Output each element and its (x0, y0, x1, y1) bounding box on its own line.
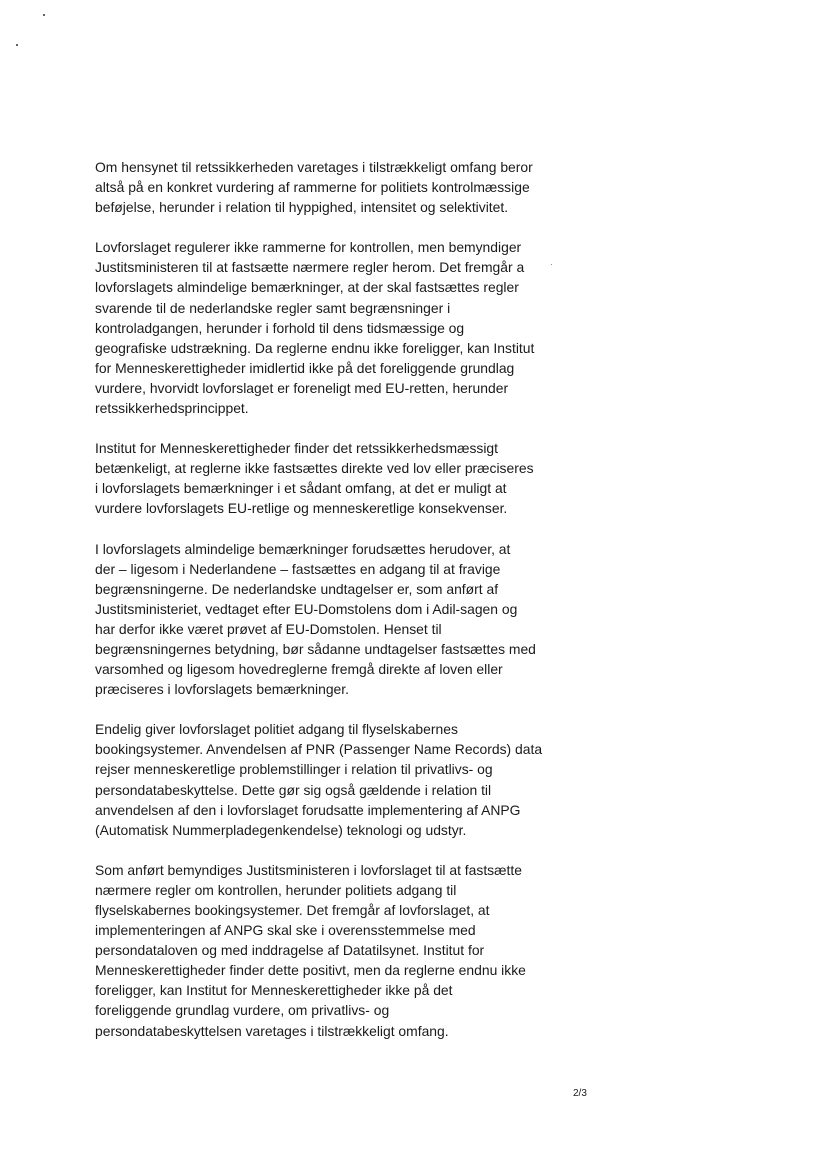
text-line: implementeringen af ANPG skal ske i overensstemmelse med (95, 922, 476, 939)
scan-speck (16, 44, 18, 46)
paragraph-persondata (95, 860, 575, 1041)
text-line: varsomhed og ligesom hovedreglerne fremgå direkte af loven eller (95, 661, 503, 678)
text-line: beføjelse, herunder i relation til hyppighed, intensitet og selektivitet. (95, 199, 509, 216)
text-line: foreliggende grundlag vurdere, om privatlivs- og (95, 1002, 390, 1019)
text-line: anvendelsen af den i lovforslaget forudsatte implementering af ANPG (95, 801, 521, 818)
document-body (95, 157, 575, 1061)
text-line: persondataloven og med inddragelse af Datatilsynet. Institut for (95, 942, 485, 959)
text-line: nærmere regler om kontrollen, herunder politiets adgang til (95, 881, 457, 898)
text-line: Lovforslaget regulerer ikke rammerne for kontrollen, men bemyndiger (95, 239, 522, 256)
text-line: geografiske udstrækning. Da reglerne endnu ikke foreligger, kan Institut (95, 339, 535, 356)
scan-speck (43, 14, 45, 16)
text-line: retssikkerhedsprincippet. (95, 400, 249, 417)
text-line: kontroladgangen, herunder i forhold til dens tidsmæssige og (95, 319, 465, 336)
text-line: foreligger, kan Institut for Menneskerettigheder ikke på det (95, 982, 453, 999)
text-line: bookingsystemer. Anvendelsen af PNR (Passenger Name Records) data (95, 741, 543, 758)
text-line: vurdere lovforslagets EU-retlige og menneskeretlige konsekvenser. (95, 500, 508, 517)
paragraph-retssikkerhed (95, 157, 575, 217)
text-line: begrænsningernes betydning, bør sådanne undtagelser fastsættes med (95, 640, 536, 657)
text-line: Justitsministeren til at fastsætte nærmere regler herom. Det fremgår a (95, 259, 525, 276)
text-line: betænkeligt, at reglerne ikke fastsættes direkte ved lov eller præciseres (95, 460, 534, 477)
text-line: (Automatisk Nummerpladegenkendelse) teknologi og udstyr. (95, 821, 467, 838)
text-line: altså på en konkret vurdering af rammerne for politiets kontrolmæssige (95, 179, 530, 196)
text-line: Justitsministeriet, vedtaget efter EU-Domstolens dom i Adil-sagen og (95, 600, 518, 617)
text-line: Som anført bemyndiges Justitsministeren i lovforslaget til at fastsætte (95, 861, 522, 878)
text-line: for Menneskerettigheder imidlertid ikke på det foreliggende grundlag (95, 359, 515, 376)
text-line: præciseres i lovforslagets bemærkninger. (95, 681, 349, 698)
paragraph-bemyndigelse (95, 237, 575, 418)
text-line: begrænsningerne. De nederlandske undtagelser er, som anført af (95, 580, 499, 597)
text-line: persondatabeskyttelse. Dette gør sig også gældende i relation til (95, 781, 492, 798)
page-number: 2/3 (573, 1088, 587, 1099)
paragraph-undtagelser (95, 539, 575, 700)
text-line: Institut for Menneskerettigheder finder det retssikkerhedsmæssigt (95, 440, 499, 457)
text-line: Endelig giver lovforslaget politiet adgang til flyselskabernes (95, 721, 458, 738)
text-line: der – ligesom i Nederlandene – fastsættes en adgang til at fravige (95, 560, 501, 577)
text-line: flyselskabernes bookingsystemer. Det fremgår af lovforslaget, at (95, 902, 490, 918)
text-line: har derfor ikke været prøvet af EU-Domstolen. Henset til (95, 620, 442, 637)
text-line: Menneskerettigheder finder dette positivt, men da reglerne endnu ikke (95, 962, 526, 979)
paragraph-betaenkeligt (95, 438, 575, 518)
text-line: I lovforslagets almindelige bemærkninger forudsættes herudover, at (95, 540, 511, 557)
text-line: rejser menneskeretlige problemstillinger i relation til privatlivs- og (95, 761, 493, 778)
text-line: persondatabeskyttelsen varetages i tilstrækkeligt omfang. (95, 1022, 449, 1039)
text-line: Om hensynet til retssikkerheden varetages i tilstrækkeligt omfang beror (95, 159, 533, 175)
text-line: svarende til de nederlandske regler samt begrænsninger i (95, 299, 451, 316)
text-line: i lovforslagets bemærkninger i et sådant omfang, at det er muligt at (95, 480, 507, 497)
text-line: lovforslagets almindelige bemærkninger, at der skal fastsættes regler (95, 279, 519, 296)
text-line: vurdere, hvorvidt lovforslaget er foreneligt med EU-retten, herunder (95, 379, 509, 396)
paragraph-pnr-anpg (95, 719, 575, 840)
